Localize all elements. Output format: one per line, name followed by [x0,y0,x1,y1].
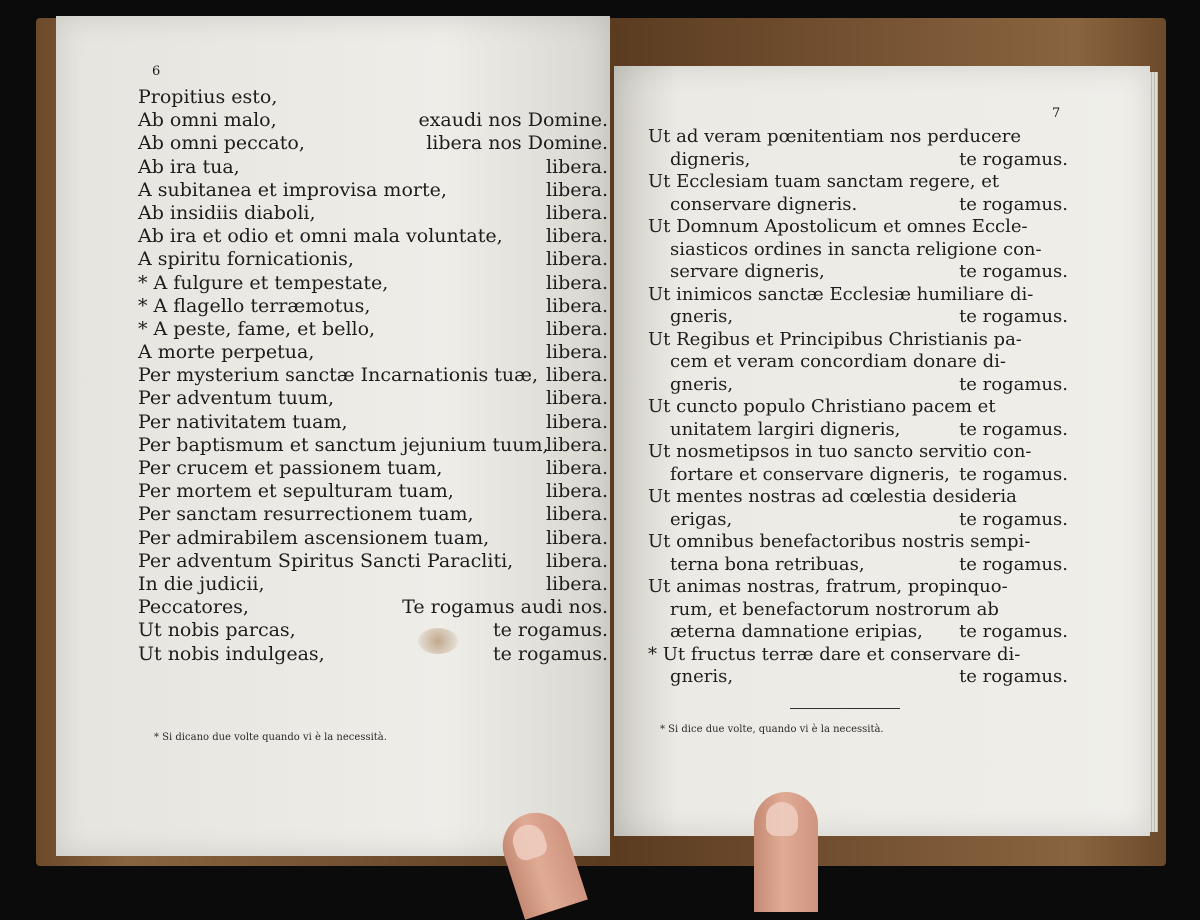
invocation-text: Ab omni peccato, [138,132,305,155]
response-text: te rogamus. [959,463,1068,485]
litany-line [138,179,608,202]
invocation-text: Per mysterium sanctæ Incarnationis tuæ, [138,364,539,387]
right-page [614,66,1150,836]
litany-line [138,202,608,225]
invocation-text: Per sanctam resurrectionem tuam, [138,503,474,526]
response-text: libera. [545,364,608,387]
response-text: libera. [545,433,608,456]
litany-line [138,248,608,271]
litany-line [648,419,1068,442]
litany-line [648,126,1068,149]
response-text: libera. [545,410,608,433]
response-text: libera nos Domine. [426,132,608,155]
invocation-text: * Ut fructus terræ dare et conservare di- [648,643,1021,665]
litany-line [648,306,1068,329]
response-text: libera. [545,248,608,271]
litany-line [138,573,608,596]
response-text: libera. [545,457,608,479]
invocation-text: A subitanea et improvisa morte, [138,178,447,201]
litany-line [648,464,1068,487]
invocation-text: Ut inimicos sanctæ Ecclesiæ humiliare di- [648,283,1034,305]
response-text: libera. [545,201,608,224]
invocation-text: Peccatores, [138,596,249,619]
invocation-text: siasticos ordines in sancta religione con- [670,238,1042,260]
invocation-text: Ut animas nostras, fratrum, propinquo- [648,576,1008,597]
response-text: libera. [545,178,608,201]
invocation-text: Ut cuncto populo Christiano pacem et [648,396,996,417]
invocation-text: fortare et conservare digneris, [670,463,950,485]
invocation-text: gneris, [670,666,734,687]
finger [754,792,818,912]
litany-line [648,149,1068,172]
invocation-text: servare digneris, [670,261,825,282]
litany-line [138,86,608,109]
invocation-text: æterna damnatione eripias, [670,621,923,642]
litany-line [138,550,608,573]
litany-line [648,194,1068,217]
invocation-text: Ut nosmetipsos in tuo sancto servitio con- [648,441,1032,462]
response-text: te rogamus. [959,193,1068,215]
response-text: libera. [545,526,608,549]
response-text: libera. [545,480,608,503]
litany-line [648,374,1068,397]
litany-line [138,272,608,295]
litany-line [138,411,608,434]
litany-line [648,599,1068,622]
invocation-text: Per admirabilem ascensionem tuam, [138,526,490,549]
litany-line [648,239,1068,262]
litany-line [648,171,1068,194]
litany-line [138,295,608,318]
litany-line [138,341,608,364]
response-text: exaudi nos Domine. [418,109,608,132]
response-text: te rogamus. [959,553,1068,575]
invocation-text: gneris, [670,306,734,327]
invocation-text: Ut Ecclesiam tuam sanctam regere, et [648,171,1000,192]
litany-line [138,643,608,666]
invocation-text: rum, et benefactorum nostrorum ab [670,598,999,620]
litany-line [138,619,608,642]
invocation-text: Per adventum tuum, [138,387,335,410]
litany-line [138,387,608,410]
litany-line [138,364,608,387]
litany-line [138,434,608,457]
invocation-text: A morte perpetua, [138,341,315,364]
litany-line [138,132,608,155]
litany-line [648,621,1068,644]
footnote: * Si dice due volte, quando vi è la necessità. [660,724,884,735]
invocation-text: terna bona retribuas, [670,553,865,575]
litany-line [138,156,608,179]
litany-line [648,441,1068,464]
invocation-text: Per baptismum et sanctum jejunium tuum, [138,433,549,456]
invocation-text: Per crucem et passionem tuam, [138,457,443,479]
invocation-text: Per mortem et sepulturam tuam, [138,480,454,503]
invocation-text: Ab insidiis diaboli, [138,201,316,224]
response-text: Te rogamus audi nos. [402,596,608,619]
litany-line [138,225,608,248]
left-page [56,16,610,856]
litany-line [648,576,1068,599]
invocation-text: Propitius esto, [138,86,278,108]
litany-line [648,509,1068,532]
response-text: te rogamus. [959,621,1068,642]
litany-line [648,666,1068,689]
invocation-text: * A flagello terræmotus, [138,294,371,317]
invocation-text: Ut nobis parcas, [138,619,296,642]
response-text: te rogamus. [959,261,1068,282]
litany-line [138,596,608,619]
litany-line [648,531,1068,554]
litany-line [648,261,1068,284]
litany-line [648,644,1068,667]
response-text: libera. [545,294,608,317]
stain [418,628,458,654]
invocation-text: * A fulgure et tempestate, [138,271,389,294]
litany-line [648,284,1068,307]
response-text: libera. [545,341,608,364]
response-text: libera. [545,155,608,178]
invocation-text: digneris, [670,148,751,170]
invocation-text: Ut ad veram pœnitentiam nos perducere [648,126,1021,147]
invocation-text: Ut Domnum Apostolicum et omnes Eccle- [648,216,1028,237]
litany-line [138,503,608,526]
invocation-text: Per adventum Spiritus Sancti Paracliti, [138,549,514,572]
invocation-text: * A peste, fame, et bello, [138,317,376,340]
invocation-text: Ab ira tua, [138,155,240,178]
footnote: * Si dicano due volte quando vi è la necessità. [154,732,387,743]
response-text: libera. [545,549,608,572]
invocation-text: Ab omni malo, [138,109,277,132]
response-text: libera. [545,271,608,294]
invocation-text: gneris, [670,373,734,395]
response-text: te rogamus. [959,373,1068,395]
invocation-text: A spiritu fornicationis, [138,248,354,271]
response-text: te rogamus. [959,666,1068,687]
litany-line [648,486,1068,509]
response-text: te rogamus. [959,418,1068,440]
response-text: libera. [545,503,608,526]
response-text: libera. [545,572,608,595]
litany-lines [648,126,1068,689]
litany-line [648,216,1068,239]
invocation-text: conservare digneris. [670,193,858,215]
litany-line [138,318,608,341]
litany-line [648,554,1068,577]
invocation-text: Per nativitatem tuam, [138,410,348,433]
response-text: libera. [545,225,608,248]
response-text: te rogamus. [959,148,1068,170]
litany-line [138,457,608,480]
invocation-text: Ut mentes nostras ad cœlestia desideria [648,486,1017,507]
response-text: te rogamus. [493,642,608,665]
invocation-text: In die judicii, [138,572,265,595]
litany-line [138,527,608,550]
litany-line [138,109,608,132]
invocation-text: unitatem largiri digneris, [670,418,901,440]
page-number: 7 [1052,106,1061,121]
page-number: 6 [152,64,161,79]
invocation-text: erigas, [670,508,733,530]
response-text: libera. [545,387,608,410]
response-text: te rogamus. [959,508,1068,530]
litany-line [648,396,1068,419]
invocation-text: Ut Regibus et Principibus Christianis pa- [648,328,1022,350]
invocation-text: cem et veram concordiam donare di- [670,351,1006,372]
invocation-text: Ab ira et odio et omni mala voluntate, [138,225,503,248]
litany-lines [138,86,608,666]
litany-line [648,329,1068,352]
response-text: libera. [545,317,608,340]
litany-line [138,480,608,503]
response-text: te rogamus. [493,619,608,642]
response-text: te rogamus. [959,306,1068,327]
invocation-text: Ut nobis indulgeas, [138,642,325,665]
litany-line [648,351,1068,374]
footnote-rule [790,708,900,709]
invocation-text: Ut omnibus benefactoribus nostris sempi- [648,531,1031,552]
